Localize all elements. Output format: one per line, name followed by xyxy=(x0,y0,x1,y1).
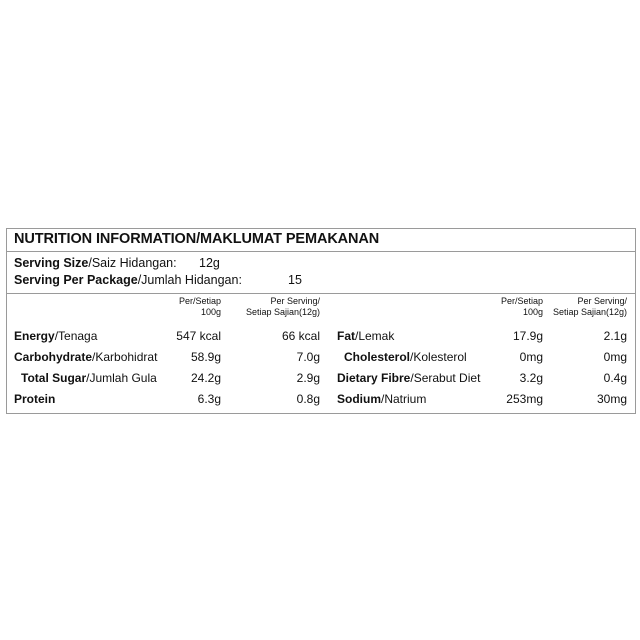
serving-divider xyxy=(7,293,635,294)
protein-perserving: 0.8g xyxy=(296,392,320,406)
serving-per-package-translation: /Jumlah Hidangan: xyxy=(137,273,242,287)
nutrition-panel xyxy=(6,228,636,414)
sodium-perserving: 30mg xyxy=(596,392,627,406)
energy-perserving: 66 kcal xyxy=(281,329,320,343)
panel-title: NUTRITION INFORMATION/MAKLUMAT PEMAKANAN xyxy=(14,231,380,247)
protein-label: Protein xyxy=(14,392,56,406)
total-sugar-perserving: 2.9g xyxy=(296,371,320,385)
carbohydrate-per100: 58.9g xyxy=(190,350,221,364)
serving-size-label: Serving Size xyxy=(14,256,89,270)
protein-per100: 6.3g xyxy=(197,392,221,406)
serving-per-package-value: 15 xyxy=(288,273,302,287)
total-sugar-per100: 24.2g xyxy=(190,371,221,385)
energy-per100: 547 kcal xyxy=(176,329,221,343)
dietary-fibre-label: Dietary Fibre/Serabut Diet xyxy=(337,371,481,385)
left-perserving-header: Per Serving/ Setiap Sajian(12g) xyxy=(245,296,320,317)
serving-size-translation: /Saiz Hidangan: xyxy=(88,256,177,270)
right-perserving-header: Per Serving/ Setiap Sajian(12g) xyxy=(552,296,627,317)
fat-perserving: 2.1g xyxy=(603,329,627,343)
sodium-per100: 253mg xyxy=(506,392,543,406)
cholesterol-per100: 0mg xyxy=(519,350,543,364)
fat-label: Fat/Lemak xyxy=(337,329,395,343)
fat-per100: 17.9g xyxy=(512,329,543,343)
cholesterol-label: Cholesterol/Kolesterol xyxy=(344,350,467,364)
right-per100-header: Per/Setiap 100g xyxy=(500,296,543,317)
title-divider xyxy=(7,251,635,252)
carbohydrate-label: Carbohydrate/Karbohidrat xyxy=(14,350,158,364)
serving-size-row xyxy=(14,256,177,270)
carbohydrate-perserving: 7.0g xyxy=(296,350,320,364)
total-sugar-label: Total Sugar/Jumlah Gula xyxy=(21,371,157,385)
cholesterol-perserving: 0mg xyxy=(603,350,627,364)
left-per100-header: Per/Setiap 100g xyxy=(178,296,221,317)
serving-size-value: 12g xyxy=(199,256,220,270)
serving-per-package-row xyxy=(14,273,242,287)
dietary-fibre-perserving: 0.4g xyxy=(603,371,627,385)
serving-per-package-label: Serving Per Package xyxy=(14,273,138,287)
dietary-fibre-per100: 3.2g xyxy=(519,371,543,385)
energy-label: Energy/Tenaga xyxy=(14,329,98,343)
sodium-label: Sodium/Natrium xyxy=(337,392,427,406)
